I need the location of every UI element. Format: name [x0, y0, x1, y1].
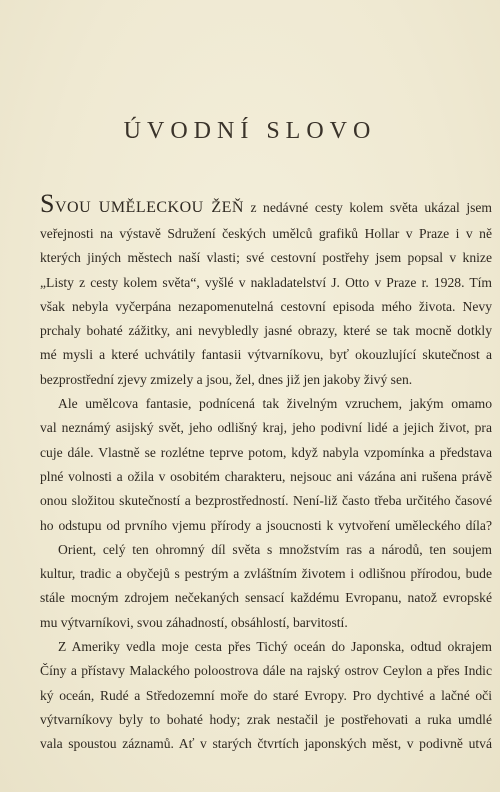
- text-line: bezprostřední zjevy zmizely a jsou, žel, dnes již jen jakoby živý sen.: [40, 371, 413, 387]
- text-line: Orient, celý ten ohromný díl světa s množstvím ras a národů, ten soujem: [58, 541, 492, 557]
- text-line: val neznámý asijský svět, jeho odlišný kraj, jeho podivní lidé a jejich život, pra: [40, 420, 492, 436]
- text-line: veřejnosti na výstavě Sdružení českých umělců grafiků Hollar v Praze i v ně: [40, 226, 492, 241]
- drop-cap: S: [40, 189, 55, 218]
- text-line: mé mysli a které uchvátily fantasii výtvarníkovu, byť okouzlující skutečnost a: [40, 347, 492, 363]
- page-heading: ÚVODNÍ SLOVO: [123, 118, 377, 144]
- text-line: onou složitou skutečností a bezprostředností. Není-liž často třeba určitého časové: [40, 493, 492, 509]
- text-line: Ale umělcova fantasie, podnícená tak živelným vzruchem, jakým omamo: [58, 396, 492, 412]
- text-line: kterých jiných městech naší vlasti; své cestovní postřehy jsem popsal v knize: [40, 250, 492, 266]
- text-line: ký oceán, Rudé a Středozemní moře do staré Evropy. Pro dychtivé a lačné oči: [40, 687, 492, 703]
- text-line: ho odstupu od prvního vjemu přírody a jsoucnosti k vytvoření uměleckého díla?: [40, 517, 492, 533]
- opening-smallcaps: VOU UMĚLECKOU ŽEŇ: [54, 199, 244, 216]
- text-line: cuje dále. Vlastně se rozlétne teprve potom, když nabyla vzpomínka a představa: [40, 444, 492, 460]
- body-text: [40, 186, 492, 757]
- opening-rest: z nedávné cesty kolem světa ukázal jsem: [243, 200, 492, 215]
- text-line: kultur, tradic a obyčejů s pestrým a zvláštním životem i odlišnou přírodou, bude: [40, 566, 492, 582]
- text-line: však nebyla vyčerpána nezapomenutelná cestovní episoda mého života. Nevy: [40, 298, 492, 314]
- text-line: plné volnosti a ožila v osobitém charakteru, nejsouc ani vázána ani rušena právě: [40, 468, 492, 484]
- opening-line: [40, 186, 492, 222]
- text-line: vala spoustou záznamů. Ať v starých čtvrtích japonských měst, v podivně utvá: [40, 736, 492, 752]
- text-line: výtvarníkovy byly to bohaté hody; zrak nestačil je postřehovati a ruka umdlé: [40, 711, 492, 727]
- text-line: mu výtvarníkovi, svou záhadností, obsáhlostí, barvitostí.: [40, 614, 348, 630]
- text-line: prchaly bohaté zážitky, ani nevybledly jasné obrazy, které se tak mocně dotkly: [40, 323, 492, 339]
- text-line: „Listy z cesty kolem světa“, vyšlé v nakladatelství J. Otto v Praze r. 1928. Tím: [40, 274, 492, 290]
- text-line: Číny a přístavy Malackého poloostrova dále na rajský ostrov Ceylon a přes Indic: [40, 663, 492, 679]
- text-line: stále mocným zdrojem nečekaných sensací každému Evropanu, natož evropské: [40, 590, 492, 606]
- text-line: Z Ameriky vedla moje cesta přes Tichý oceán do Japonska, odtud okrajem: [58, 639, 492, 655]
